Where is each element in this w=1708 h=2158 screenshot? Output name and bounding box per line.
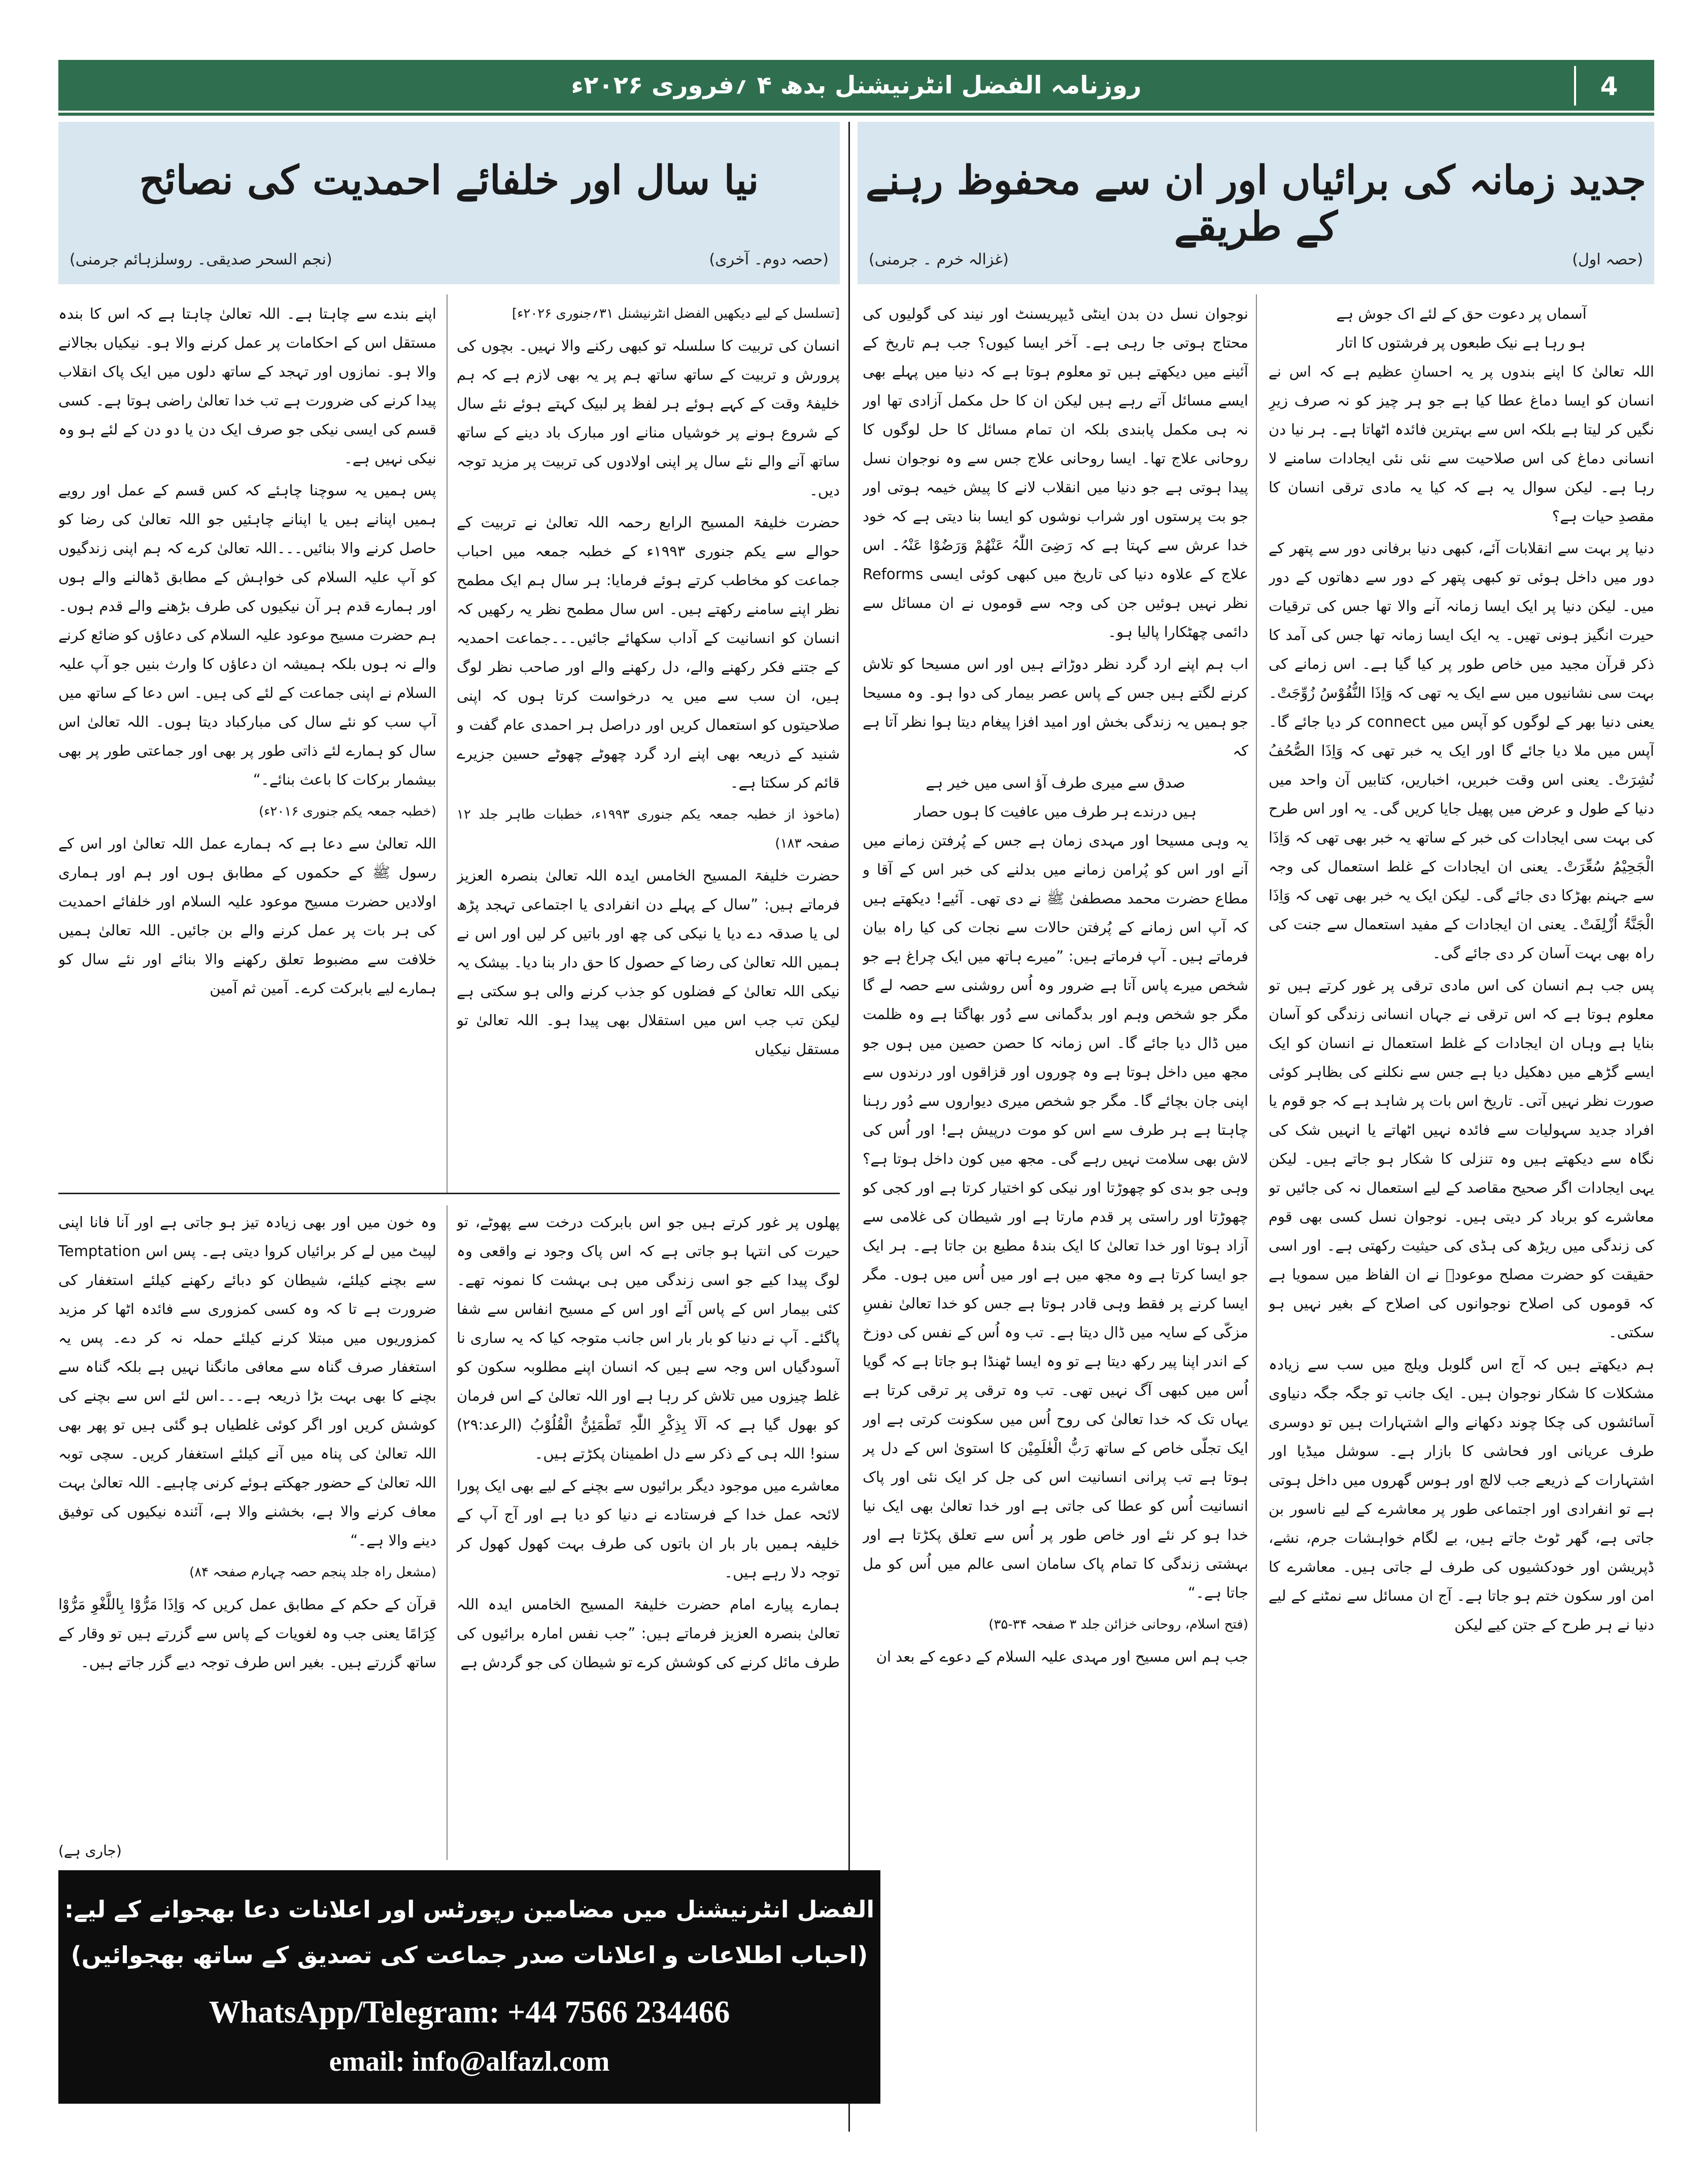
article2-banner [58,122,840,284]
column-rule-center [848,122,850,2132]
article1-column-4 [58,1208,436,1837]
advert-email: email: info@alfazl.com [329,2046,610,2077]
advert-heading: الفضل انٹرنیشنل میں مضامین رپورٹس اور اعلانات دعا بھجوانے کے لیے: [64,1896,875,1923]
poem-line: صدق سے میری طرف آؤ اسی میں خیر ہے [926,774,1185,791]
paragraph: انسان کی تربیت کا سلسلہ تو کبھی رکنے والا نہیں۔ بچوں کی پرورش و تربیت کے ساتھ ساتھ ہم پر یہ بھی لازم ہے کہ ہم خلیفۂ وقت کے کہے ہوئے ہر لفظ پر لبیک کہتے ہوئے نئے سال کے شروع ہونے پر خوشیاں منانے اور مبارک باد دینے کے ساتھ ساتھ آنے والے نئے سال پر اپنی اولادوں کی تربیت پر مزید توجہ دیں۔ [457,337,840,499]
paragraph: اللہ تعالیٰ کا اپنے بندوں پر یہ احسانِ عظیم ہے کہ اس نے انسان کو ایسا دماغ عطا کیا ہے جو ہر چیز کو نہ صرف زیرِ نگیں کر لیتا ہے بلکہ اس سے بہترین فائدہ اٹھاتا ہے۔ ہر نیا دن انسانی دماغ کی اس صلاحیت سے نئی نئی ایجادات سامنے لا رہا ہے۔ لیکن سوال یہ ہے کہ کیا یہ مادی ترقی انسان کا مقصدِ حیات ہے؟ [1269,363,1654,525]
paragraph: حضرت خلیفۃ المسیح الرابع رحمہ اللہ تعالیٰ نے تربیت کے حوالے سے یکم جنوری ۱۹۹۳ء کے خطبہ جمعہ میں احباب جماعت کو مخاطب کرتے ہوئے فرمایا: ہر سال ہم ایک مطمح نظر اپنے سامنے رکھتے ہیں۔ اس سال مطمح نظر یہ رکھیں کہ انسان کو انسانیت کے آداب سکھائے جائیں۔۔۔جماعت احمدیہ کے جتنے فکر رکھنے والے، دل رکھنے والے اور صاحب نظر لوگ ہیں، ان سب سے میں یہ درخواست کرتا ہوں کہ اپنی صلاحیتوں کو استعمال کریں اور دراصل ہر احمدی عام گفت و شنید کے ذریعہ بھی اپنے ارد گرد چھوٹے چھوٹے حسین جزیرے قائم کر سکتا ہے۔ [457,514,840,791]
masthead-underline [58,113,1654,116]
paragraph: وہ خون میں اور بھی زیادہ تیز ہو جاتی ہے اور آنا فانا اپنی لپیٹ میں لے کر برائیاں کروا دیتی ہے۔ پس اس Temptation سے بچنے کیلئے، شیطان کو دبائے رکھنے کیلئے استغفار کی ضرورت ہے تا کہ وہ کسی کمزوری سے فائدہ اٹھا کر مزید کمزوریوں میں مبتلا کرنے کیلئے حملہ نہ کر دے۔ پس یہ استغفار صرف گناہ سے معافی مانگنا نہیں ہے بلکہ گناہ سے بچنے کا بھی بہت بڑا ذریعہ ہے۔۔۔اس لئے اس سے بچنے کی کوشش کریں اور اگر کوئی غلطیاں ہو گئی ہیں تو پھر بھی اللہ تعالیٰ کی پناہ میں آنے کیلئے استغفار کریں۔ سچی توبہ اللہ تعالیٰ کے حضور جھکتے ہوئے کرنی چاہیے۔ اللہ تعالیٰ بہت معاف کرنے والا ہے، بخشنے والا ہے، آئندہ نیکیوں کی توفیق دینے والا ہے۔“ [58,1213,436,1549]
article1-column-2 [863,299,1248,2127]
paragraph: معاشرے میں موجود دیگر برائیوں سے بچنے کے لیے بھی ایک پورا لائحہ عمل خدا کے فرستادے نے دنیا کو دیا ہے اور آج آپ کے خلیفہ ہمیں بار بار ان باتوں کی طرف بہت کھول کھول کر توجہ دلا رہے ہیں۔ [457,1477,840,1581]
paragraph: نوجوان نسل دن بدن اینٹی ڈیپریسنٹ اور نیند کی گولیوں کی محتاج ہوتی جا رہی ہے۔ آخر ایسا کیوں؟ جب ہم تاریخ کے آئینے میں دیکھتے ہیں تو معلوم ہوتا ہے کہ دنیا میں پہلے بھی ایسے مسائل آتے رہے ہیں لیکن ان کا حل مکمل آزادی تھا اور نہ ہی مکمل پابندی بلکہ ان تمام مسائل کا حل لوگوں کا روحانی علاج تھا۔ ایسا روحانی علاج جس سے وہ نوجوان نسل پیدا ہوتی ہے جو دنیا میں انقلاب لانے کا پیش خیمہ ہوتی اور جو بت پرستوں اور شراب نوشوں کو ایسا بنا دیتی ہے کہ خود خدا عرش سے کہتا ہے کہ رَضِیَ اللّٰہُ عَنْھُمْ وَرَضُوْا عَنْہُ۔ اس علاج کے علاوہ دنیا کی تاریخ میں کبھی کوئی ایسی Reforms نظر نہیں ہوئیں جن کی وجہ سے قوموں نے ان مسائل سے دائمی چھٹکارا پالیا ہو۔ [863,305,1248,640]
article1-author: (غزالہ خرم ۔ جرمنی) [869,251,1009,268]
poem-line: آسماں پر دعوت حق کے لئے اک جوش ہے [1336,305,1587,322]
citation: (خطبہ جمعہ یکم جنوری ۲۰۱۶ء) [259,804,436,819]
paragraph: اپنے بندے سے چاہتا ہے۔ اللہ تعالیٰ چاہتا ہے کہ اس کا بندہ مستقل اس کے احکامات پر عمل کرنے والا ہو۔ نیکیاں بجالانے والا ہو۔ نمازوں اور تہجد کے ساتھ دلوں میں ایک پاک انقلاب پیدا کرنے کی ضرورت ہے تب خدا تعالیٰ راضی ہوتا ہے۔ کسی قسم کی ایسی نیکی جو صرف ایک دن یا دو دن کے لئے ہو وہ نیکی نہیں ہے۔ [58,305,436,467]
paragraph: اب ہم اپنے ارد گرد نظر دوڑاتے ہیں اور اس مسیحا کو تلاش کرنے لگتے ہیں جس کے پاس عصر بیمار کی دوا ہو۔ وہ مسیحا جو ہمیں یہ زندگی بخش اور امید افزا پیغام دیتا ہوا نظر آتا ہے کہ [863,655,1248,759]
masthead-separator [1574,66,1576,106]
paragraph: ہم دیکھتے ہیں کہ آج اس گلوبل ویلج میں سب سے زیادہ مشکلات کا شکار نوجوان ہیں۔ ایک جانب تو جگہ جگہ دنیاوی آسائشوں کی چکا چوند دکھانے والے اشتہارات ہیں تو دوسری طرف عریانی اور فحاشی کا بازار ہے۔ سوشل میڈیا اور اشتہارات کے ذریعے جب لالچ اور ہوس گھروں میں داخل ہوتی ہے تو انفرادی اور اجتماعی طور پر معاشرے کے لیے ناسور بن جاتی ہے، گھر ٹوٹ جاتے ہیں، بے لگام خواہشات جرم، نشے، ڈپریشن اور خودکشیوں کی طرف لے جاتی ہیں۔ معاشرے کا امن اور سکون ختم ہو جاتا ہے۔ آج ان مسائل سے نمٹنے کے لیے دنیا نے ہر طرح کے جتن کیے لیکن [1269,1356,1654,1633]
paragraph: قرآن کے حکم کے مطابق عمل کریں کہ وَاِذَا مَرُّوْا بِاللَّغْوِ مَرُّوْا کِرَامًا یعنی جب وہ لغویات کے پاس سے گزرتے ہیں تو وقار کے ساتھ گزرتے ہیں۔ بغیر اس طرف توجہ دیے گزر جاتے ہیں۔ [58,1596,436,1671]
article1-column-1 [1269,299,1654,2127]
column-rule-a1 [1256,294,1257,2132]
paragraph: جب ہم اس مسیح اور مہدی علیہ السلام کے دعوے کے بعد ان [876,1648,1248,1665]
citation: (مشعل راہ جلد پنجم حصہ چہارم صفحہ ۸۴) [189,1565,436,1580]
article1-title: جدید زمانہ کی برائیاں اور ان سے محفوظ رہنے کے طریقے [865,157,1647,250]
contact-advert-box [58,1870,880,2104]
paragraph: دنیا پر بہت سے انقلابات آئے، کبھی دنیا برفانی دور سے پتھر کے دور میں داخل ہوئی تو کبھی پتھر کے دور سے دھاتوں کے دور میں۔ لیکن دنیا پر ایک ایسا زمانہ آنے والا تھا جس کی ترقیات حیرت انگیز ہونی تھیں۔ یہ ایک ایسا زمانہ تھا جس کی آمد کا ذکر قرآن مجید میں خاص طور پر کیا گیا ہے۔ اس زمانے کی بہت سی نشانیوں میں سے ایک یہ تھی کہ وَاِذَا النُّفُوْسُ زُوِّجَتْ۔ یعنی دنیا بھر کے لوگوں کو آپس میں connect کر دیا جائے گا۔ آپس میں ملا دیا جائے گا اور ایک یہ خبر تھی کہ وَاِذَا الصُّحُفُ نُشِرَتْ۔ یعنی اس وقت خبریں، اخباریں، کتابیں آن واحد میں دنیا کے طول و عرض میں پھیل جایا کریں گی۔ یہ اور اس طرح کی بہت سی ایجادات کی خبر کے ساتھ یہ خبر بھی تھی کہ وَاِذَا الْجَحِیْمُ سُعِّرَتْ۔ یعنی ان ایجادات کے غلط استعمال کی وجہ سے جہنم بھڑکا دی جائے گی۔ لیکن ایک یہ خبر بھی تھی کہ وَاِذَا الْجَنَّۃُ اُزْلِفَتْ۔ یعنی ان ایجادات کے مفید استعمال سے جنت کی راہ بھی بہت آسان کر دی جائے گی۔ [1269,540,1654,962]
paragraph: پس ہمیں یہ سوچنا چاہئے کہ کس قسم کے عمل اور رویے ہمیں اپنانے ہیں یا اپنانے چاہئیں جو اللہ تعالیٰ کی رضا کو حاصل کرنے والا بنائیں۔۔۔اللہ تعالیٰ کرے کہ ہم اپنی زندگیوں کو آپ علیہ السلام کی خواہش کے مطابق ڈھالنے والے ہوں اور ہمارے قدم ہر آن نیکیوں کی طرف بڑھنے والے قدم ہوں۔ ہم حضرت مسیح موعود علیہ السلام کی دعاؤں کو ضائع کرنے والے نہ ہوں بلکہ ہمیشہ ان دعاؤں کا وارث بنیں جو آپ علیہ السلام نے اپنی جماعت کے لئے کی ہیں۔ اس دعا کے ساتھ میں آپ سب کو نئے سال کی مبارکباد دیتا ہوں۔ اللہ تعالیٰ اس سال کو ہمارے لئے ذاتی طور پر بھی اور جماعتی طور پر بھی بیشمار برکات کا باعث بنائے۔“ [58,482,436,788]
column-rule-a2 [447,294,448,1193]
article1-column-3 [457,1208,840,1858]
masthead-title: روزنامہ الفضل انٹرنیشنل بدھ ۴ ؍فروری ۲۰۲۶ء [571,71,1142,99]
paragraph: ہمارے پیارے امام حضرت خلیفۃ المسیح الخامس ایدہ اللہ تعالیٰ بنصرہ العزیز فرماتے ہیں: ”جب نفس امارہ برائیوں کی طرف مائل کرنے کی کوشش کرے تو شیطان کی جو گردش ہے [457,1596,840,1671]
article2-column-2 [58,299,436,1185]
poem-line: ہو رہا ہے نیک طبعوں پر فرشتوں کا اتار [1337,334,1586,351]
citation: (ماخوذ از خطبہ جمعہ یکم جنوری ۱۹۹۳ء، خطبات طاہر جلد ۱۲ صفحہ ۱۸۳) [457,807,840,851]
paragraph: یہ وہی مسیحا اور مہدی زمان ہے جس کے پُرفتن زمانے میں آنے اور اس کو پُرامن زمانے میں بدلنے کی خبر اس کے آقا و مطاع حضرت محمد مصطفیٰ ﷺ نے دی تھی۔ آئیے! دیکھتے ہیں کہ آپ اس زمانے کے پُرفتن حالات سے نجات کی کیا راہ بیان فرماتے ہیں۔ آپ فرماتے ہیں: ”میرے ہاتھ میں ایک چراغ ہے جو شخص میرے پاس آتا ہے ضرور وہ اُس روشنی سے حصہ لے گا مگر جو شخص وہم اور بدگمانی سے دُور بھاگتا ہے وہ ظلمت میں ڈال دیا جائے گا۔ اس زمانہ کا حصن حصین میں ہوں جو مجھ میں داخل ہوتا ہے وہ چوروں اور قزاقوں اور درندوں سے اپنی جان بچائے گا۔ مگر جو شخص میری دیواروں سے دُور رہنا چاہتا ہے ہر طرف سے اس کو موت درپیش ہے! اور اُس کی لاش بھی سلامت نہیں رہے گی۔ مجھ میں کون داخل ہوتا ہے؟ وہی جو بدی کو چھوڑتا اور نیکی کو اختیار کرتا ہے اور کجی کو چھوڑتا اور راستی پر قدم مارتا ہے اور شیطان کی غلامی سے آزاد ہوتا اور خدا تعالیٰ کا ایک بندۂ مطیع بن جاتا ہے۔ ہر ایک جو ایسا کرتا ہے وہ مجھ میں ہے اور میں اُس میں ہوں۔ مگر ایسا کرنے پر فقط وہی قادر ہوتا ہے جس کو خدا تعالیٰ نفسِ مزکّی کے سایہ میں ڈال دیتا ہے۔ تب وہ اُس کے نفس کی دوزخ کے اندر اپنا پیر رکھ دیتا ہے تو وہ ایسا ٹھنڈا ہو جاتا ہے کہ گویا اُس میں کبھی آگ نہیں تھی۔ تب وہ ترقی پر ترقی کرتا ہے یہاں تک کہ خدا تعالیٰ کی روح اُس میں سکونت کرتی ہے اور ایک تجلّی خاص کے ساتھ رَبُّ الْعٰلَمِیْن کا استویٰ اس کے دل پر ہوتا ہے تب پرانی انسانیت اس کی جل کر ایک نئی اور پاک انسانیت اُس کو عطا کی جاتی ہے اور خدا تعالیٰ بھی ایک نیا خدا ہو کر نئے اور خاص طور پر اُس سے تعلق پکڑتا ہے اور بہشتی زندگی کا تمام پاک سامان اسی عالم میں اُس کو مل جاتا ہے۔“ [863,832,1248,1601]
paragraph: پھلوں پر غور کرتے ہیں جو اس بابرکت درخت سے پھوٹے، تو حیرت کی انتہا ہو جاتی ہے کہ اس پاک وجود نے واقعی وہ لوگ پیدا کیے جو اسی زندگی میں ہی بہشت کا نمونہ تھے۔ کئی بیمار اس کے پاس آئے اور اس کے مسیح انفاس سے شفا پاگئے۔ آپ نے دنیا کو بار بار اس جانب متوجہ کیا کہ یہ ساری نا آسودگیاں اس وجہ سے ہیں کہ انسان اپنے مطلوبہ سکون کو غلط چیزوں میں تلاش کر رہا ہے اور اللہ تعالیٰ کے اس فرمان کو بھول گیا ہے کہ اَلَا بِذِکْرِ اللّٰہِ تَطْمَئِنُّ الْقُلُوْبُ (الرعد:۲۹) سنو! اللہ ہی کے ذکر سے دل اطمینان پکڑتے ہیں۔ [457,1213,840,1462]
article2-author: (نجم السحر صدیقی۔ روسلزہائم جرمنی) [70,251,332,268]
article2-title: نیا سال اور خلفائے احمدیت کی نصائح [139,157,759,204]
paragraph: پس جب ہم انسان کی اس مادی ترقی پر غور کرتے ہیں تو معلوم ہوتا ہے کہ اس ترقی نے جہاں انسانی زندگی کو آسان بنایا ہے وہاں ان ایجادات کے غلط استعمال نے انسان کو ایک ایسے گڑھے میں دھکیل دیا ہے جس سے نکلنے کی بظاہر کوئی صورت نظر نہیں آتی۔ تاریخ اس بات پر شاہد ہے کہ جو قوم یا افراد جدید سہولیات سے فائدہ نہیں اٹھاتے یا انہیں شک کی نگاہ سے دیکھتے ہیں وہ تنزلی کا شکار ہو جاتے ہیں۔ لیکن یہی ایجادات اگر صحیح مقاصد کے لیے استعمال نہ کی جائیں تو معاشرے کو برباد کر دیتی ہیں۔ نوجوان نسل کسی بھی قوم کی زندگی میں ریڑھ کی ہڈی کی حیثیت رکھتی ہے۔ اور اسی حقیقت کو حضرت مصلح موعودؓ نے ان الفاظ میں سمویا ہے کہ قوموں کی اصلاح نوجوانوں کی اصلاح کے بغیر نہیں ہو سکتی۔ [1269,976,1654,1341]
advert-subheading: (احباب اطلاعات و اعلانات صدر جماعت کی تصدیق کے ساتھ بھجوائیں) [71,1941,868,1969]
article2-bottom-rule [58,1193,840,1194]
page-number: 4 [1600,72,1618,101]
paragraph: حضرت خلیفۃ المسیح الخامس ایدہ اللہ تعالیٰ بنصرہ العزیز فرماتے ہیں: ”سال کے پہلے دن انفرادی یا اجتماعی تہجد پڑھ لی یا صدقہ دے دیا یا نیکی کی چھ اور باتیں کر لیں اور اس نے ہمیں اللہ تعالیٰ کی رضا کے حصول کا حق دار بنا دیا۔ بیشک یہ نیکی اللہ تعالیٰ کے فضلوں کو جذب کرنے والی ہو سکتی ہے لیکن تب جب اس میں استقلال بھی پیدا ہو۔ اللہ تعالیٰ تو مستقل نیکیاں [457,867,840,1058]
article2-column-1 [457,299,840,1185]
article1-banner [858,122,1654,284]
continued-note: (جاری ہے) [58,1842,122,1859]
column-rule-a3 [447,1205,448,1860]
article1-part: (حصہ اول) [1572,251,1643,268]
advert-phone: WhatsApp/Telegram: +44 7566 234466 [209,1995,730,2030]
continuation-note: [تسلسل کے لیے دیکھیں الفضل انٹرنیشنل ۳۱؍جنوری ۲۰۲۶ء] [512,306,840,321]
citation: (فتح اسلام، روحانی خزائن جلد ۳ صفحہ ۳۴-۳۵) [988,1617,1248,1632]
paragraph: اللہ تعالیٰ سے دعا ہے کہ ہمارے عمل اللہ تعالیٰ اور اس کے رسول ﷺ کے حکموں کے مطابق ہوں اور ہم اور ہماری اولادیں حضرت مسیح موعود علیہ السلام اور خلفائے احمدیت کی ہر بات پر عمل کرنے والے بن جائیں۔ اللہ تعالیٰ ہمیں خلافت سے مضبوط تعلق رکھنے والا بنائے اور نئے سال کو ہمارے لیے بابرکت کرے۔ آمین ثم آمین [58,835,436,997]
article2-part: (حصہ دوم۔ آخری) [709,251,829,268]
poem-line: ہیں درندے ہر طرف میں عافیت کا ہوں حصار [914,803,1197,820]
